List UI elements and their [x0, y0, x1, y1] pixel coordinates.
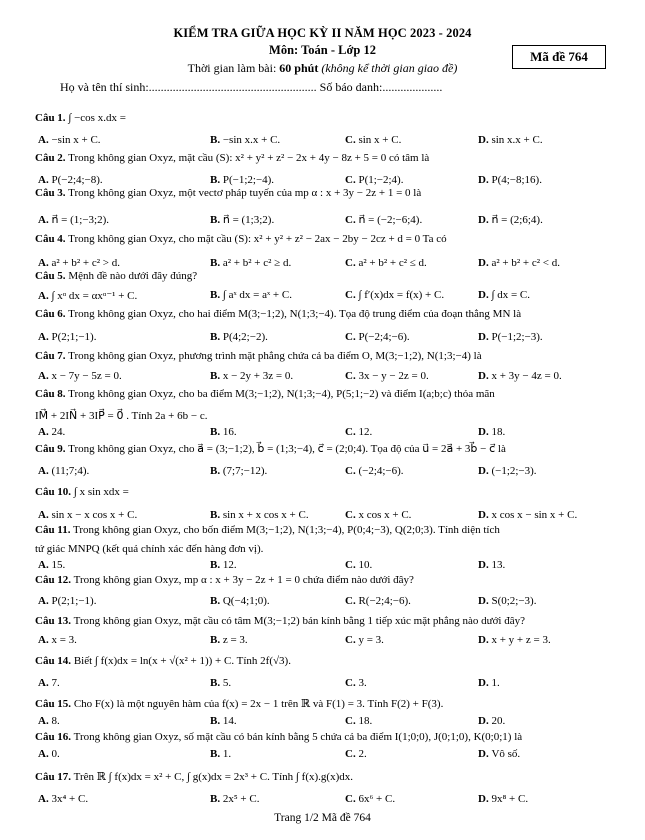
answer-choice-d: D. (−1;2;−3).: [478, 465, 537, 477]
answer-choice-d: D. Vô số.: [478, 748, 521, 760]
question-label: Câu 2.: [35, 152, 66, 164]
question-label: Câu 16.: [35, 731, 72, 743]
answer-choice-d: D. P(−1;2;−3).: [478, 331, 543, 343]
answer-choice-c: C. R(−2;4;−6).: [345, 595, 411, 607]
question-label: Câu 14.: [35, 655, 72, 667]
question-4: [35, 233, 447, 245]
answer-choice-b: B. a² + b² + c² ≥ d.: [210, 257, 292, 269]
question-text: Cho F(x) là một nguyên hàm của f(x) = 2x − 1 trên ℝ và F(1) = 3. Tính F(2) + F(3).: [73, 698, 444, 710]
answer-choice-c: C. P(1;−2;4).: [345, 174, 404, 186]
question-16: [35, 731, 522, 743]
answer-choice-b: B. x − 2y + 3z = 0.: [210, 370, 294, 382]
question-text: Trên ℝ ∫ f(x)dx = x² + C, ∫ g(x)dx = 2x³ + C. Tính ∫ f(x).g(x)dx.: [73, 771, 353, 783]
question-text-continued: tứ giác MNPQ (kết quả chính xác đến hàng đơn vị).: [35, 543, 264, 555]
answer-choice-d: D. 20.: [478, 715, 506, 727]
answer-choice-a: A. x = 3.: [38, 634, 77, 646]
question-6: [35, 308, 521, 320]
question-1: [35, 112, 126, 124]
question-label: Câu 17.: [35, 771, 72, 783]
answer-choice-d: D. 9x⁸ + C.: [478, 793, 529, 805]
question-5: [35, 270, 197, 282]
answer-choice-c: C. y = 3.: [345, 634, 384, 646]
question-9: [35, 442, 506, 455]
answer-choice-d: D. x + y + z = 3.: [478, 634, 551, 646]
answer-choice-d: D. 13.: [478, 559, 506, 571]
answer-choice-c: C. 3.: [345, 677, 367, 689]
question-11: [35, 524, 500, 536]
answer-choice-b: B. 5.: [210, 677, 232, 689]
question-14: [35, 655, 291, 667]
question-label: Câu 1.: [35, 112, 66, 124]
answer-choice-b: B. n⃗ = (1;3;2).: [210, 214, 275, 226]
answer-choice-a: A. n⃗ = (1;−3;2).: [38, 214, 110, 226]
exam-title: KIỂM TRA GIỮA HỌC KỲ II NĂM HỌC 2023 - 2024: [173, 26, 472, 40]
question-12: [35, 574, 414, 586]
question-text-continued: IM⃗ + 2IN⃗ + 3IP⃗ = 0⃗ . Tính 2a + 6b − c.: [35, 410, 208, 422]
answer-choice-c: C. x cos x + C.: [345, 509, 412, 521]
answer-choice-d: D. S(0;2;−3).: [478, 595, 537, 607]
answer-choice-a: A. a² + b² + c² > d.: [38, 257, 120, 269]
answer-choice-d: D. x cos x − sin x + C.: [478, 509, 578, 521]
answer-choice-c: C. sin x + C.: [345, 134, 402, 146]
answer-choice-a: A. P(2;1;−1).: [38, 331, 97, 343]
question-text: Trong không gian Oxyz, mặt cầu (S): x² + y² + z² − 2x + 4y − 8z + 5 = 0 có tâm là: [68, 152, 430, 164]
answer-choice-c: C. 10.: [345, 559, 373, 571]
answer-choice-b: B. ∫ aˣ dx = aˣ + C.: [210, 289, 292, 301]
question-label: Câu 3.: [35, 187, 66, 199]
answer-choice-c: C. (−2;4;−6).: [345, 465, 404, 477]
answer-choice-b: B. 12.: [210, 559, 237, 571]
answer-choice-a: A. P(2;1;−1).: [38, 595, 97, 607]
answer-choice-a: A. −sin x + C.: [38, 134, 101, 146]
question-text: Trong không gian Oxyz, số mặt cầu có bán kính bằng 5 chứa cả ba điểm I(1;0;0), J(0;1;0), K(0;0;1) là: [73, 731, 523, 743]
answer-choice-c: C. 3x − y − 2z = 0.: [345, 370, 429, 382]
question-text: Trong không gian Oxyz, phương trình mặt phẳng chứa cả ba điểm O, M(3;−1;2), N(1;3;−4) là: [68, 350, 482, 362]
answer-choice-c: C. 2.: [345, 748, 367, 760]
time-line: Thời gian làm bài: 60 phút (không kể thời gian giao đề): [187, 61, 458, 75]
answer-choice-b: B. 2x⁵ + C.: [210, 793, 260, 805]
answer-choice-a: A. x − 7y − 5z = 0.: [38, 370, 122, 382]
question-text: Trong không gian Oxyz, một vectơ pháp tuyến của mp α : x + 3y − 2z + 1 = 0 là: [68, 187, 422, 199]
answer-choice-c: C. 18.: [345, 715, 373, 727]
question-label: Câu 6.: [35, 308, 66, 320]
answer-choice-c: C. 6x⁶ + C.: [345, 793, 396, 805]
page-footer: Trang 1/2 Mã đề 764: [274, 812, 371, 824]
answer-choice-c: C. a² + b² + c² ≤ d.: [345, 257, 427, 269]
question-15: [35, 697, 443, 710]
answer-choice-c: C. n⃗ = (−2;−6;4).: [345, 214, 423, 226]
answer-choice-c: C. P(−2;4;−6).: [345, 331, 410, 343]
question-text: ∫ −cos x.dx =: [68, 112, 126, 124]
subject-line: Môn: Toán - Lớp 12: [269, 43, 376, 57]
question-8: [35, 388, 495, 400]
question-label: Câu 13.: [35, 615, 72, 627]
question-text: Biết ∫ f(x)dx = ln(x + √(x² + 1)) + C. Tính 2f(√3).: [73, 655, 291, 667]
answer-choice-d: D. P(4;−8;16).: [478, 174, 542, 186]
answer-choice-b: B. (7;7;−12).: [210, 465, 268, 477]
question-text: Mệnh đề nào dưới đây đúng?: [68, 270, 198, 282]
answer-choice-a: A. 8.: [38, 715, 60, 727]
answer-choice-a: A. P(−2;4;−8).: [38, 174, 103, 186]
answer-choice-d: D. 18.: [478, 426, 506, 438]
question-10: [35, 486, 129, 498]
answer-choice-a: A. 3x⁴ + C.: [38, 793, 89, 805]
answer-choice-a: A. 24.: [38, 426, 66, 438]
answer-choice-c: C. 12.: [345, 426, 373, 438]
answer-choice-a: A. 7.: [38, 677, 60, 689]
question-text: Trong không gian Oxyz, mặt cầu có tâm M(3;−1;2) bán kính bằng 1 tiếp xúc mặt phẳng nào dưới đây?: [73, 615, 526, 627]
question-text: Trong không gian Oxyz, mp α : x + 3y − 2z + 1 = 0 chứa điểm nào dưới đây?: [73, 574, 414, 586]
question-label: Câu 11.: [35, 524, 71, 536]
question-text: Trong không gian Oxyz, cho a⃗ = (3;−1;2), b⃗ = (1;3;−4), c⃗ = (2;0;4). Tọa độ của u⃗ = 2a⃗ + 3b⃗ − c⃗ là: [68, 443, 506, 455]
answer-choice-d: D. sin x.x + C.: [478, 134, 543, 146]
question-label: Câu 12.: [35, 574, 72, 586]
answer-choice-d: D. 1.: [478, 677, 500, 689]
answer-choice-d: D. n⃗ = (2;6;4).: [478, 214, 543, 226]
answer-choice-c: C. ∫ f′(x)dx = f(x) + C.: [345, 289, 445, 301]
answer-choice-b: B. sin x + x cos x + C.: [210, 509, 309, 521]
question-label: Câu 4.: [35, 233, 66, 245]
answer-choice-d: D. x + 3y − 4z = 0.: [478, 370, 562, 382]
exam-code-box: Mã đề 764: [512, 45, 606, 69]
answer-choice-a: A. sin x − x cos x + C.: [38, 509, 138, 521]
answer-choice-b: B. P(−1;2;−4).: [210, 174, 275, 186]
question-text: ∫ x sin xdx =: [73, 486, 129, 498]
question-label: Câu 10.: [35, 486, 72, 498]
question-13: [35, 615, 525, 627]
question-3: [35, 187, 421, 199]
question-label: Câu 9.: [35, 443, 66, 455]
question-7: [35, 350, 482, 362]
answer-choice-a: A. (11;7;4).: [38, 465, 90, 477]
question-text: Trong không gian Oxyz, cho hai điểm M(3;−1;2), N(1;3;−4). Tọa độ trung điểm của đoạn thẳng MN là: [68, 308, 522, 320]
answer-choice-a: A. ∫ xᵅ dx = αxᵅ⁻¹ + C.: [38, 290, 138, 302]
answer-choice-a: A. 0.: [38, 748, 60, 760]
answer-choice-b: B. P(4;2;−2).: [210, 331, 268, 343]
answer-choice-b: B. 1.: [210, 748, 232, 760]
question-label: Câu 5.: [35, 270, 66, 282]
question-label: Câu 7.: [35, 350, 66, 362]
question-text: Trong không gian Oxyz, cho bốn điểm M(3;−1;2), N(1;3;−4), P(0;4;−3), Q(2;0;3). Tính diện tích: [73, 524, 500, 536]
answer-choice-b: B. 16.: [210, 426, 237, 438]
question-2: [35, 152, 429, 164]
answer-choice-a: A. 15.: [38, 559, 66, 571]
question-label: Câu 15.: [35, 698, 72, 710]
answer-choice-b: B. 14.: [210, 715, 237, 727]
answer-choice-b: B. −sin x.x + C.: [210, 134, 281, 146]
question-label: Câu 8.: [35, 388, 66, 400]
student-info-line: Họ và tên thí sinh:........................................................ Số báo danh:....................: [60, 80, 443, 94]
question-text: Trong không gian Oxyz, cho ba điểm M(3;−1;2), N(1;3;−4), P(5;1;−2) và điểm I(a;b;c) thỏa mãn: [68, 388, 495, 400]
answer-choice-b: B. Q(−4;1;0).: [210, 595, 270, 607]
answer-choice-d: D. ∫ dx = C.: [478, 289, 531, 301]
answer-choice-b: B. z = 3.: [210, 634, 248, 646]
question-17: [35, 770, 353, 783]
question-text: Trong không gian Oxyz, cho mặt cầu (S): x² + y² + z² − 2ax − 2by − 2cz + d = 0 Ta có: [68, 233, 447, 245]
answer-choice-d: D. a² + b² + c² < d.: [478, 257, 560, 269]
